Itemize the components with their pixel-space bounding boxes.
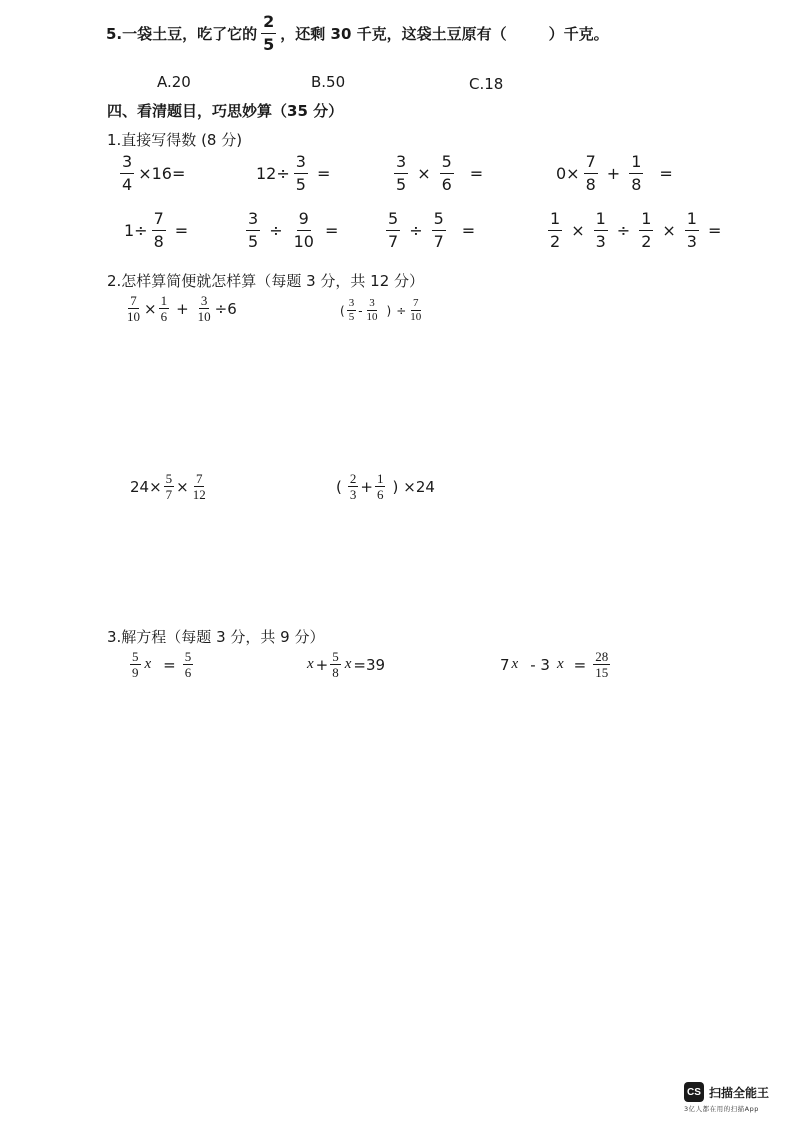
problem-2-2 xyxy=(340,298,425,323)
fraction: $\frac{5}{7}$ xyxy=(388,209,399,251)
expr-2-1 xyxy=(124,211,193,250)
expr-operator: ÷ xyxy=(616,221,631,240)
fraction: $\frac{2}{3}$ xyxy=(349,471,357,502)
expr-equals: = xyxy=(707,221,722,240)
expr-operator: ÷ xyxy=(269,221,283,240)
option-a: A.20 xyxy=(157,73,191,91)
sub2-title: 2.怎样算简便就怎样算（每题 3 分，共 12 分） xyxy=(107,272,425,290)
fraction: $\frac{9}{10}$ xyxy=(293,209,314,251)
fraction: $\frac{3}{5}$ xyxy=(248,209,259,251)
fraction: $\frac{7}{8}$ xyxy=(585,152,596,194)
variable-x: x xyxy=(307,656,314,672)
fraction: $\frac{1}{8}$ xyxy=(631,152,642,194)
expr-equals: = xyxy=(324,221,339,240)
fraction: $\frac{7}{8}$ xyxy=(153,209,164,251)
fraction: $\frac{5}{6}$ xyxy=(184,649,192,680)
sub1-title: 1.直接写得数 (8 分) xyxy=(107,131,243,149)
expr-paren: ) xyxy=(386,303,392,318)
watermark-name: 扫描全能王 xyxy=(709,1085,770,1100)
fraction: $\frac{1}{6}$ xyxy=(160,293,168,324)
expr-text: =39 xyxy=(353,655,386,674)
expr-paren: ) xyxy=(392,477,399,496)
expr-operator: × xyxy=(571,221,585,240)
expr-equals: = xyxy=(469,164,484,183)
variable-x: x xyxy=(344,656,352,672)
fraction: $\frac{3}{5}$ xyxy=(396,152,407,194)
expr-operator: + xyxy=(176,299,189,318)
cs-logo-icon: CS xyxy=(684,1082,704,1102)
expr-1-1 xyxy=(116,154,185,193)
q5-text-1: 5.一袋土豆，吃了它的 xyxy=(106,25,258,43)
expr-1-4 xyxy=(556,154,678,193)
fraction: $\frac{5}{7}$ xyxy=(433,209,444,251)
fraction: $\frac{5}{8}$ xyxy=(332,649,339,680)
expr-operator: + xyxy=(360,477,373,496)
fraction: $\frac{5}{7}$ xyxy=(165,471,173,502)
fraction: $\frac{3}{5}$ xyxy=(348,297,355,323)
fraction: $\frac{7}{10}$ xyxy=(127,293,140,324)
problem-2-3 xyxy=(130,472,210,501)
section-4-title: 四、看清题目，巧思妙算（35 分） xyxy=(107,102,344,120)
equation-3 xyxy=(500,650,612,679)
expr-equals: = xyxy=(461,221,476,240)
expr-1-3 xyxy=(390,154,488,193)
expr-text: 1÷ xyxy=(124,221,148,240)
expr-text: 24× xyxy=(130,477,162,496)
expr-2-3 xyxy=(382,211,480,250)
problem-2-1 xyxy=(123,294,237,323)
fraction: $\frac{5}{6}$ xyxy=(441,152,452,194)
fraction: $\frac{1}{3}$ xyxy=(686,209,697,251)
expr-operator: ÷ xyxy=(409,221,423,240)
expr-operator: × xyxy=(662,221,676,240)
fraction: $\frac{3}{10}$ xyxy=(197,293,211,324)
problem-2-4 xyxy=(336,472,435,501)
expr-operator: × xyxy=(417,164,431,183)
question-5 xyxy=(106,14,609,53)
expr-operator: + xyxy=(606,164,621,183)
scanner-watermark xyxy=(684,1082,769,1102)
fraction: $\frac{2}{5}$ xyxy=(263,12,275,54)
option-c: C.18 xyxy=(469,75,504,93)
variable-x: x xyxy=(511,656,519,672)
expr-2-2 xyxy=(242,211,343,250)
expr-paren: ( xyxy=(336,477,342,496)
variable-x: x xyxy=(144,656,152,672)
fraction: $\frac{28}{15}$ xyxy=(595,649,609,680)
expr-text: 0× xyxy=(556,164,580,183)
expr-text: ×16= xyxy=(138,164,186,183)
fraction: $\frac{3}{5}$ xyxy=(295,152,306,194)
q5-text-3: ）千克。 xyxy=(548,25,609,43)
expr-paren: ( xyxy=(340,303,345,318)
expr-text: 12÷ xyxy=(256,164,290,183)
fraction: $\frac{1}{3}$ xyxy=(595,209,606,251)
fraction: $\frac{7}{12}$ xyxy=(192,471,206,502)
expr-equals: = xyxy=(163,655,176,674)
expr-text: ÷6 xyxy=(214,299,237,318)
option-b: B.50 xyxy=(311,73,346,91)
expr-operator: × xyxy=(176,477,189,496)
expr-equals: = xyxy=(174,221,189,240)
fraction: $\frac{5}{9}$ xyxy=(132,649,139,680)
expr-text: ×24 xyxy=(403,477,435,496)
fraction: $\frac{7}{10}$ xyxy=(410,297,422,323)
watermark-subtitle: 3亿人都在用的扫描App xyxy=(684,1105,759,1113)
expr-operator: - 3 xyxy=(530,655,550,674)
expr-operator: - xyxy=(358,303,363,318)
expr-2-4 xyxy=(544,211,726,250)
equation-1 xyxy=(128,650,195,679)
expr-equals: = xyxy=(573,655,587,674)
equation-2 xyxy=(305,650,385,679)
fraction: $\frac{1}{2}$ xyxy=(550,209,561,251)
expr-equals: = xyxy=(659,164,673,183)
fraction: $\frac{1}{6}$ xyxy=(376,471,384,502)
fraction: $\frac{3}{10}$ xyxy=(366,297,378,323)
fraction: $\frac{1}{2}$ xyxy=(641,209,652,251)
expr-operator: + xyxy=(315,655,329,674)
expr-operator: ÷ xyxy=(396,303,407,318)
expr-operator: × xyxy=(144,299,157,318)
expr-equals: = xyxy=(316,164,331,183)
variable-x: x xyxy=(556,656,564,672)
sub3-title: 3.解方程（每题 3 分，共 9 分） xyxy=(107,628,325,646)
q5-text-2: ，还剩 30 千克，这袋土豆原有（ xyxy=(280,25,507,43)
fraction: $\frac{3}{4}$ xyxy=(122,152,133,194)
expr-text: 7 xyxy=(500,655,510,674)
expr-1-2 xyxy=(256,154,335,193)
